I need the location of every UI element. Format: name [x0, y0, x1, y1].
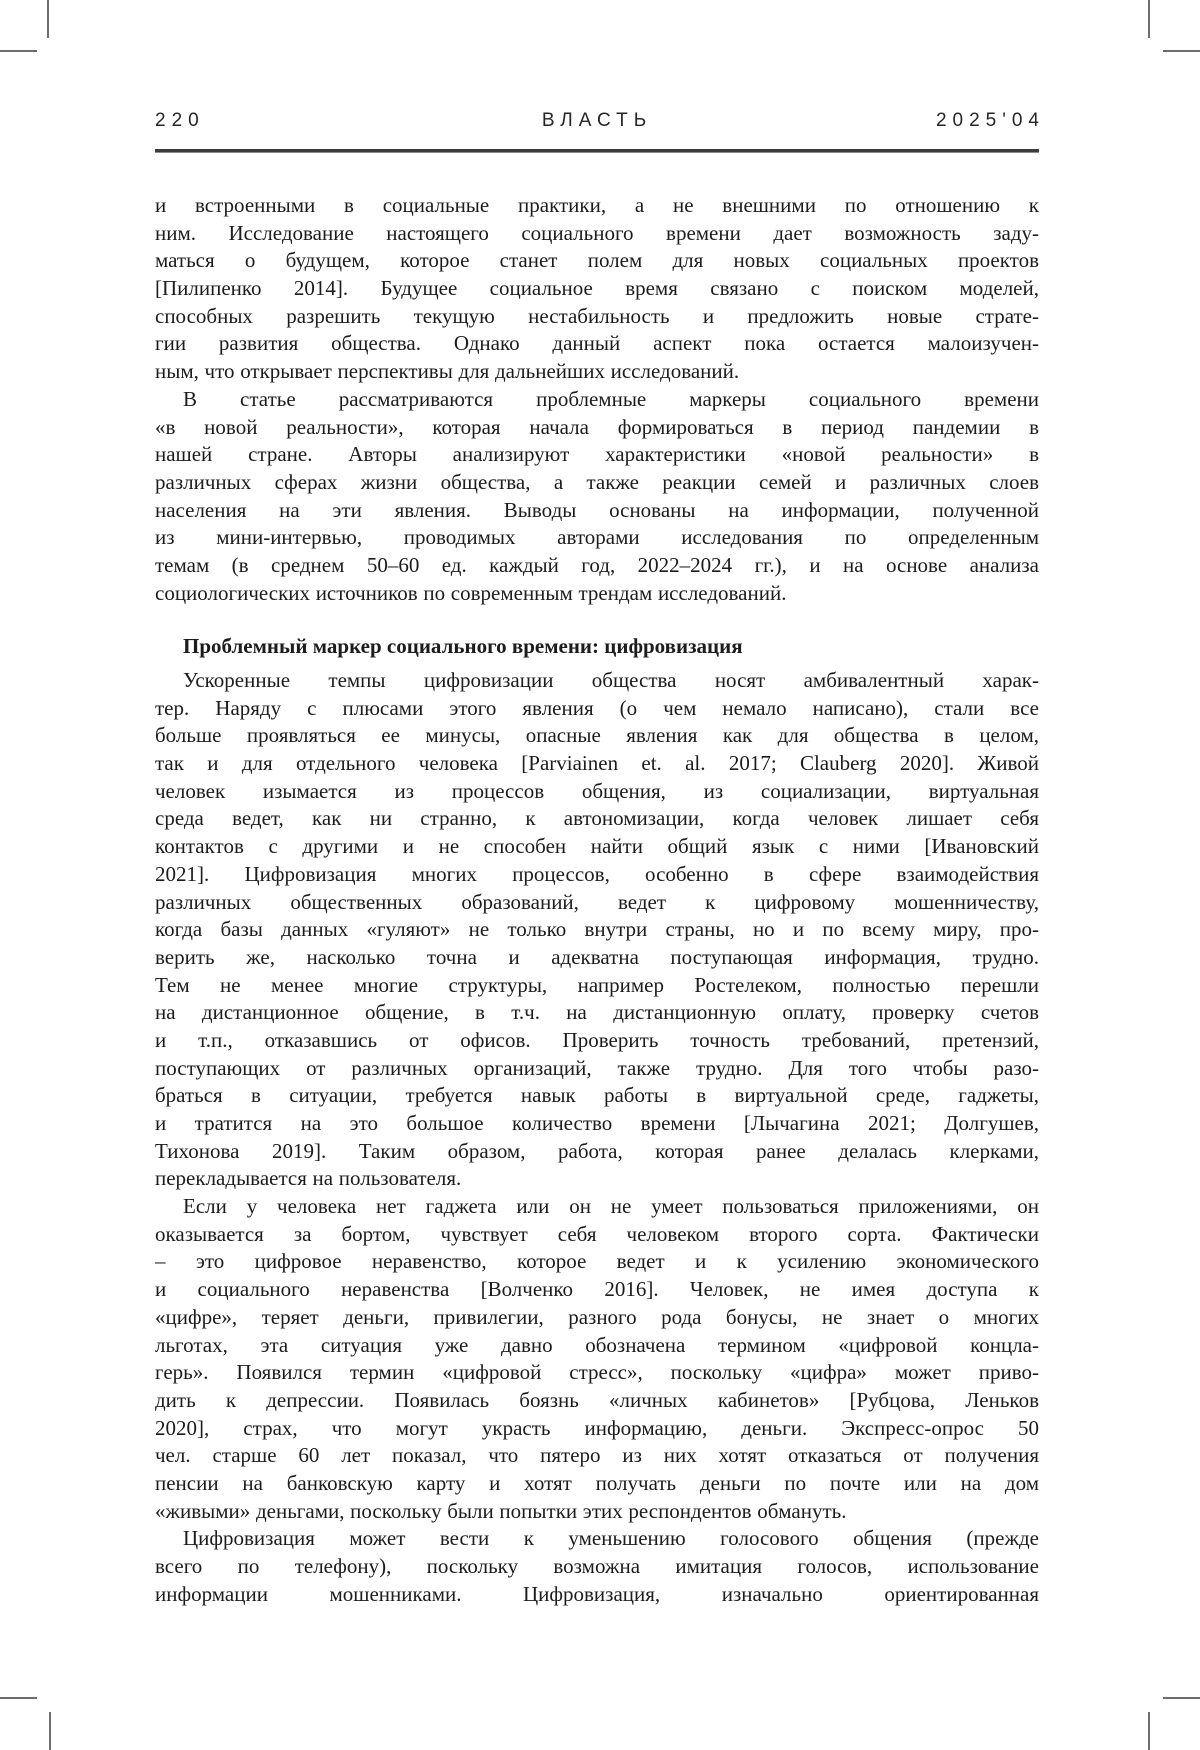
text-line: – это цифровое неравенство, которое ведет и к усилению экономического	[155, 1249, 1039, 1274]
text-line: социологических источников по современным трендам исследований.	[155, 580, 787, 605]
text-line: поступающих от различных организаций, также трудно. Для того чтобы разо-	[155, 1055, 1039, 1080]
crop-mark-bottom-left-horizontal	[0, 1697, 37, 1699]
text-line: Тихонова 2019]. Таким образом, работа, которая ранее делалась клерками,	[155, 1138, 1039, 1163]
crop-mark-bottom-right-horizontal	[1163, 1697, 1200, 1699]
text-line: «в новой реальности», которая начала формироваться в период пандемии в	[155, 414, 1039, 439]
crop-mark-bottom-right-vertical	[1148, 1712, 1150, 1750]
text-line: нашей стране. Авторы анализируют характеристики «новой реальности» в	[155, 442, 1039, 467]
text-line: «живыми» деньгами, поскольку были попытки этих респондентов обмануть.	[155, 1498, 847, 1523]
text-line: Тем не менее многие структуры, например Ростелеком, полностью перешли	[155, 972, 1039, 997]
crop-mark-top-right-horizontal	[1163, 50, 1200, 52]
journal-title: ВЛАСТЬ	[541, 110, 653, 131]
section-heading: Проблемный маркер социального времени: цифровизация	[183, 634, 743, 659]
crop-mark-top-right-vertical	[1148, 0, 1150, 38]
text-line: ным, что открывает перспективы для дальнейших исследований.	[155, 359, 740, 384]
text-line: дить к депрессии. Появилась боязнь «личных кабинетов» [Рубцова, Леньков	[155, 1387, 1039, 1412]
text-line: верить же, насколько точна и адекватна поступающая информация, трудно.	[155, 944, 1039, 969]
text-line: и тратится на это большое количество времени [Лычагина 2021; Долгушев,	[155, 1111, 1039, 1135]
text-line: чел. старше 60 лет показал, что пятеро из них хотят отказаться от получения	[155, 1443, 1039, 1468]
text-line: так и для отдельного человека [Parviainen et. al. 2017; Clauberg 2020]. Живой	[155, 751, 1039, 776]
text-line: и встроенными в социальные практики, а не внешними по отношению к	[155, 193, 1039, 217]
text-line: оказывается за бортом, чувствует себя человеком второго сорта. Фактически	[155, 1221, 1039, 1246]
page-number: 220	[155, 110, 205, 131]
text-line: «цифре», теряет деньги, привилегии, разного рода бонусы, не знает о многих	[155, 1304, 1039, 1329]
text-line: информации мошенниками. Цифровизация, изначально ориентированная	[155, 1581, 1039, 1606]
text-line: и социального неравенства [Волченко 2016]. Человек, не имея доступа к	[155, 1277, 1039, 1302]
text-line: больше проявляться ее минусы, опасные явления как для общества в целом,	[155, 723, 1039, 748]
running-head	[155, 110, 1045, 140]
text-line: темам (в среднем 50–60 ед. каждый год, 2022–2024 гг.), и на основе анализа	[155, 552, 1039, 577]
crop-mark-top-left-vertical	[47, 0, 49, 38]
text-line: из мини-интервью, проводимых авторами исследования по определенным	[155, 525, 1039, 550]
text-line: среда ведет, как ни странно, к автономизации, когда человек лишает себя	[155, 806, 1039, 831]
text-line: когда базы данных «гуляют» не только внутри страны, но и по всему миру, про-	[155, 917, 1039, 942]
text-line: всего по телефону), поскольку возможна имитация голосов, использование	[155, 1554, 1039, 1578]
text-line: способных разрешить текущую нестабильность и предложить новые страте-	[155, 303, 1039, 328]
text-line: Если у человека нет гаджета или он не умеет пользоваться приложениями, он	[183, 1194, 1039, 1219]
text-line: тер. Наряду с плюсами этого явления (о чем немало написано), стали все	[155, 695, 1039, 720]
text-line: различных сферах жизни общества, а также реакции семей и различных слоев	[155, 469, 1039, 494]
text-line: [Пилипенко 2014]. Будущее социальное время связано с поиском моделей,	[155, 276, 1039, 301]
crop-mark-bottom-left-vertical	[49, 1712, 51, 1750]
text-line: гии развития общества. Однако данный аспект пока остается малоизучен-	[155, 331, 1039, 356]
text-line: перекладывается на пользователя.	[155, 1166, 462, 1191]
text-column	[155, 192, 1039, 1608]
text-line: маться о будущем, которое станет полем для новых социальных проектов	[155, 248, 1039, 273]
text-line: ним. Исследование настоящего социального времени дает возможность заду-	[155, 220, 1039, 245]
header-rule	[155, 149, 1039, 153]
text-line: населения на эти явления. Выводы основаны на информации, полученной	[155, 497, 1039, 522]
text-line: Цифровизация может вести к уменьшению голосового общения (прежде	[183, 1526, 1039, 1551]
text-line: контактов с другими и не способен найти общий язык с ними [Ивановский	[155, 834, 1039, 859]
text-line: браться в ситуации, требуется навык работы в виртуальной среде, гаджеты,	[155, 1083, 1039, 1108]
text-line: В статье рассматриваются проблемные маркеры социального времени	[183, 386, 1039, 411]
text-line: Ускоренные темпы цифровизации общества носят амбивалентный харак-	[183, 668, 1039, 692]
text-line: 2021]. Цифровизация многих процессов, особенно в сфере взаимодействия	[155, 861, 1039, 886]
text-line: льготах, эта ситуация уже давно обозначена термином «цифровой концла-	[155, 1332, 1039, 1357]
text-line: человек изымается из процессов общения, из социализации, виртуальная	[155, 778, 1039, 803]
text-line: и т.п., отказавшись от офисов. Проверить точность требований, претензий,	[155, 1027, 1039, 1052]
text-line: герь». Появился термин «цифровой стресс», поскольку «цифра» может приво-	[155, 1360, 1039, 1385]
text-line: 2020], страх, что могут украсть информацию, деньги. Экспресс-опрос 50	[155, 1415, 1039, 1440]
text-line: на дистанционное общение, в т.ч. на дистанционную оплату, проверку счетов	[155, 1000, 1039, 1025]
text-line: различных общественных образований, ведет к цифровому мошенничеству,	[155, 889, 1039, 914]
crop-mark-top-left-horizontal	[0, 50, 37, 52]
text-line: пенсии на банковскую карту и хотят получать деньги по почте или на дом	[155, 1470, 1039, 1495]
issue-number: 2025'04	[935, 110, 1045, 131]
